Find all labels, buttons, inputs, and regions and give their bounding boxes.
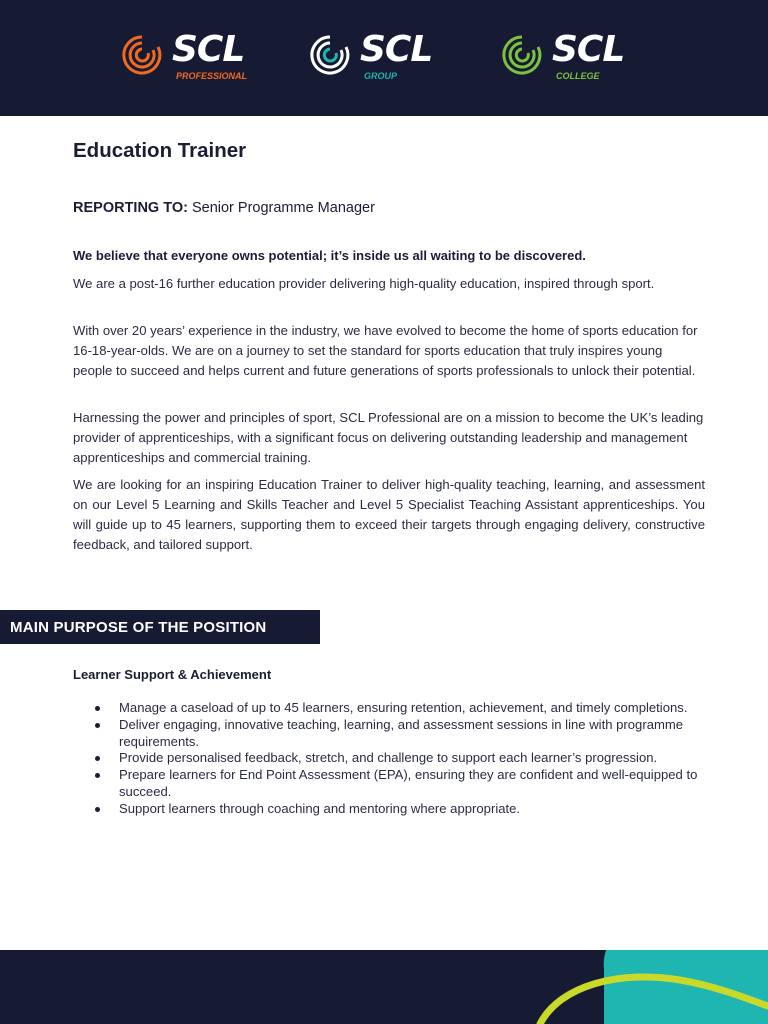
reporting-line — [73, 200, 375, 216]
paragraph: With over 20 years’ experience in the industry, we have evolved to become the home of sports education for 16-18-year-olds. We are on a journey to set the standard for sports education that truly inspires young people to succeed and helps current and future generations of sports professionals to unlock their potential. — [73, 323, 698, 378]
logo-subtitle: PROFESSIONAL — [176, 71, 248, 81]
bullet-icon — [95, 706, 100, 711]
swirl-icon — [118, 33, 166, 77]
section-heading-bar — [0, 610, 320, 644]
bullet-icon — [95, 756, 100, 761]
footer-banner — [0, 950, 768, 1024]
logo-word: SCL — [552, 29, 625, 70]
paragraph: We are looking for an inspiring Education Trainer to deliver high-quality teaching, learning, and assessment on our Level 5 Learning and Skills Teacher and Level 5 Specialist Teaching Assistant apprenticeships. You will guide up to 45 learners, supporting them to exceed their targets through engaging delivery, constructive feedback, and tailored support. — [73, 477, 705, 552]
subheading: Learner Support & Achievement — [73, 667, 272, 682]
list-item-text: Support learners through coaching and mentoring where appropriate. — [119, 800, 521, 816]
bullet-icon — [95, 773, 100, 778]
logo-word: SCL — [360, 29, 433, 70]
list-item — [119, 717, 739, 751]
tagline: We believe that everyone owns potential; it’s inside us all waiting to be discovered. — [73, 248, 586, 263]
page-title: Education Trainer — [73, 139, 247, 162]
reporting-label: REPORTING TO: — [73, 200, 188, 216]
logo-subtitle: GROUP — [364, 71, 398, 81]
reporting-value: Senior Programme Manager — [187, 200, 375, 216]
footer-decoration — [0, 950, 768, 1024]
list-item-text: Deliver engaging, innovative teaching, learning, and assessment sessions in line with programme requirements. — [119, 716, 684, 749]
list-item-text: Manage a caseload of up to 45 learners, ensuring retention, achievement, and timely completions. — [119, 700, 688, 715]
bullet-icon — [95, 723, 100, 728]
section-heading: MAIN PURPOSE OF THE POSITION — [10, 619, 267, 636]
list-item — [119, 750, 739, 767]
logo-word: SCL — [172, 29, 245, 70]
bullet-icon — [95, 807, 100, 812]
paragraph: We are a post-16 further education provider delivering high-quality education, inspired through sport. — [73, 276, 655, 291]
bullet-list — [73, 700, 739, 818]
list-item-text: Prepare learners for End Point Assessment (EPA), ensuring they are confident and well-equipped to succeed. — [119, 767, 698, 799]
paragraph: Harnessing the power and principles of sport, SCL Professional are on a mission to become the UK’s leading provider of apprenticeships, with a significant focus on delivering outstanding leadership and management apprenticeships and commercial training. — [73, 410, 704, 465]
list-item-text: Provide personalised feedback, stretch, and challenge to support each learner’s progression. — [119, 750, 658, 766]
swirl-icon — [498, 33, 546, 77]
logo-subtitle: COLLEGE — [556, 71, 600, 81]
list-item — [119, 801, 739, 818]
swirl-icon — [306, 33, 354, 77]
list-item — [119, 700, 739, 717]
header-banner — [0, 0, 768, 116]
list-item — [119, 767, 739, 801]
